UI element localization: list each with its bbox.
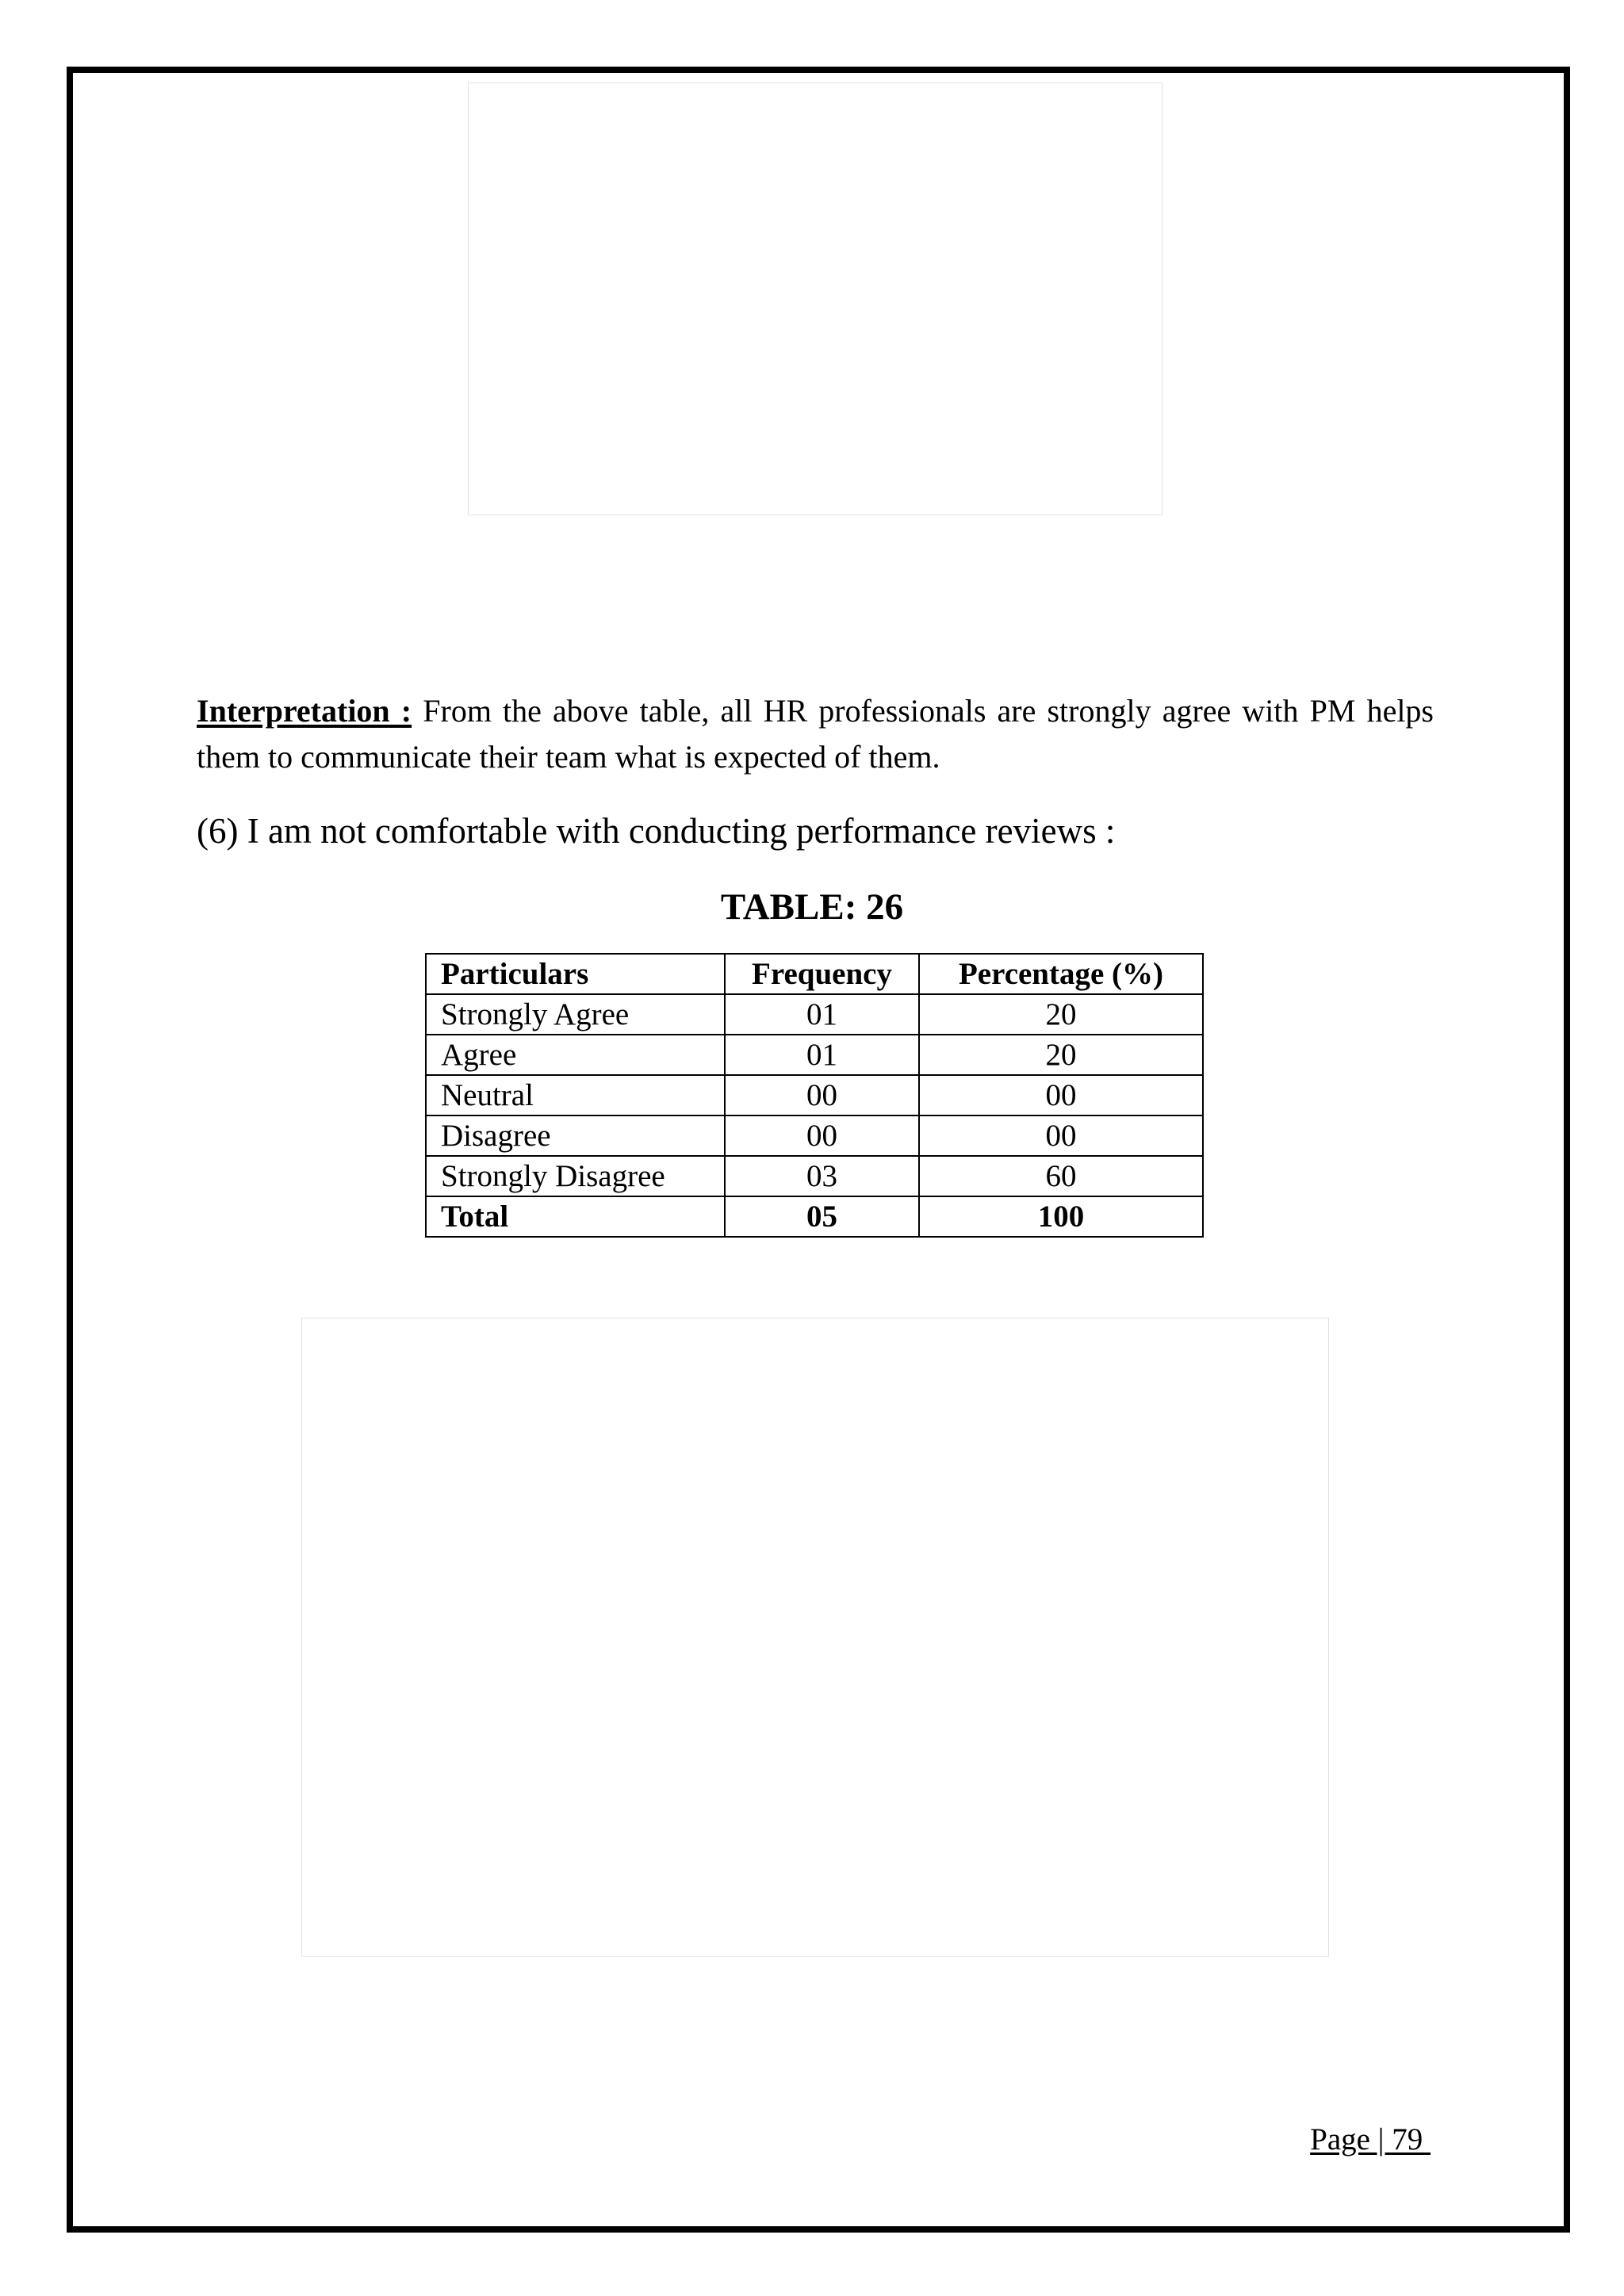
cell-frequency: 01	[725, 1035, 919, 1075]
total-frequency: 05	[725, 1196, 919, 1237]
table-total-row	[426, 1196, 1203, 1237]
cell-frequency: 01	[725, 994, 919, 1035]
table-row	[426, 994, 1203, 1035]
cell-percentage: 20	[919, 1035, 1203, 1075]
cell-frequency: 00	[725, 1115, 919, 1156]
cell-percentage: 00	[919, 1075, 1203, 1115]
total-percentage: 100	[919, 1196, 1203, 1237]
table-row	[426, 1035, 1203, 1075]
table-row	[426, 1115, 1203, 1156]
cell-percentage: 00	[919, 1115, 1203, 1156]
chart-placeholder-bottom	[301, 1318, 1329, 1957]
question-heading: (6) I am not comfortable with conducting performance reviews :	[197, 811, 1116, 851]
cell-particular: Strongly Agree	[426, 994, 725, 1035]
cell-particular: Agree	[426, 1035, 725, 1075]
cell-frequency: 03	[725, 1156, 919, 1196]
cell-percentage: 60	[919, 1156, 1203, 1196]
header-particulars: Particulars	[426, 954, 725, 994]
interpretation-text: From the above table, all HR professionals are strongly agree with PM helps them to communicate their team what is expected of them.	[197, 693, 1434, 775]
frequency-table	[425, 953, 1204, 1238]
cell-percentage: 20	[919, 994, 1203, 1035]
table-row	[426, 1156, 1203, 1196]
header-frequency: Frequency	[725, 954, 919, 994]
table-row	[426, 1075, 1203, 1115]
page-number: Page | 79	[1310, 2122, 1431, 2156]
table-header-row	[426, 954, 1203, 994]
cell-particular: Strongly Disagree	[426, 1156, 725, 1196]
cell-frequency: 00	[725, 1075, 919, 1115]
cell-particular: Disagree	[426, 1115, 725, 1156]
chart-placeholder-top	[468, 82, 1162, 515]
header-percentage: Percentage (%)	[919, 954, 1203, 994]
cell-particular: Neutral	[426, 1075, 725, 1115]
interpretation-paragraph	[197, 688, 1434, 780]
interpretation-label: Interpretation :	[197, 693, 412, 729]
table-title: TABLE: 26	[720, 886, 904, 928]
total-label: Total	[426, 1196, 725, 1237]
